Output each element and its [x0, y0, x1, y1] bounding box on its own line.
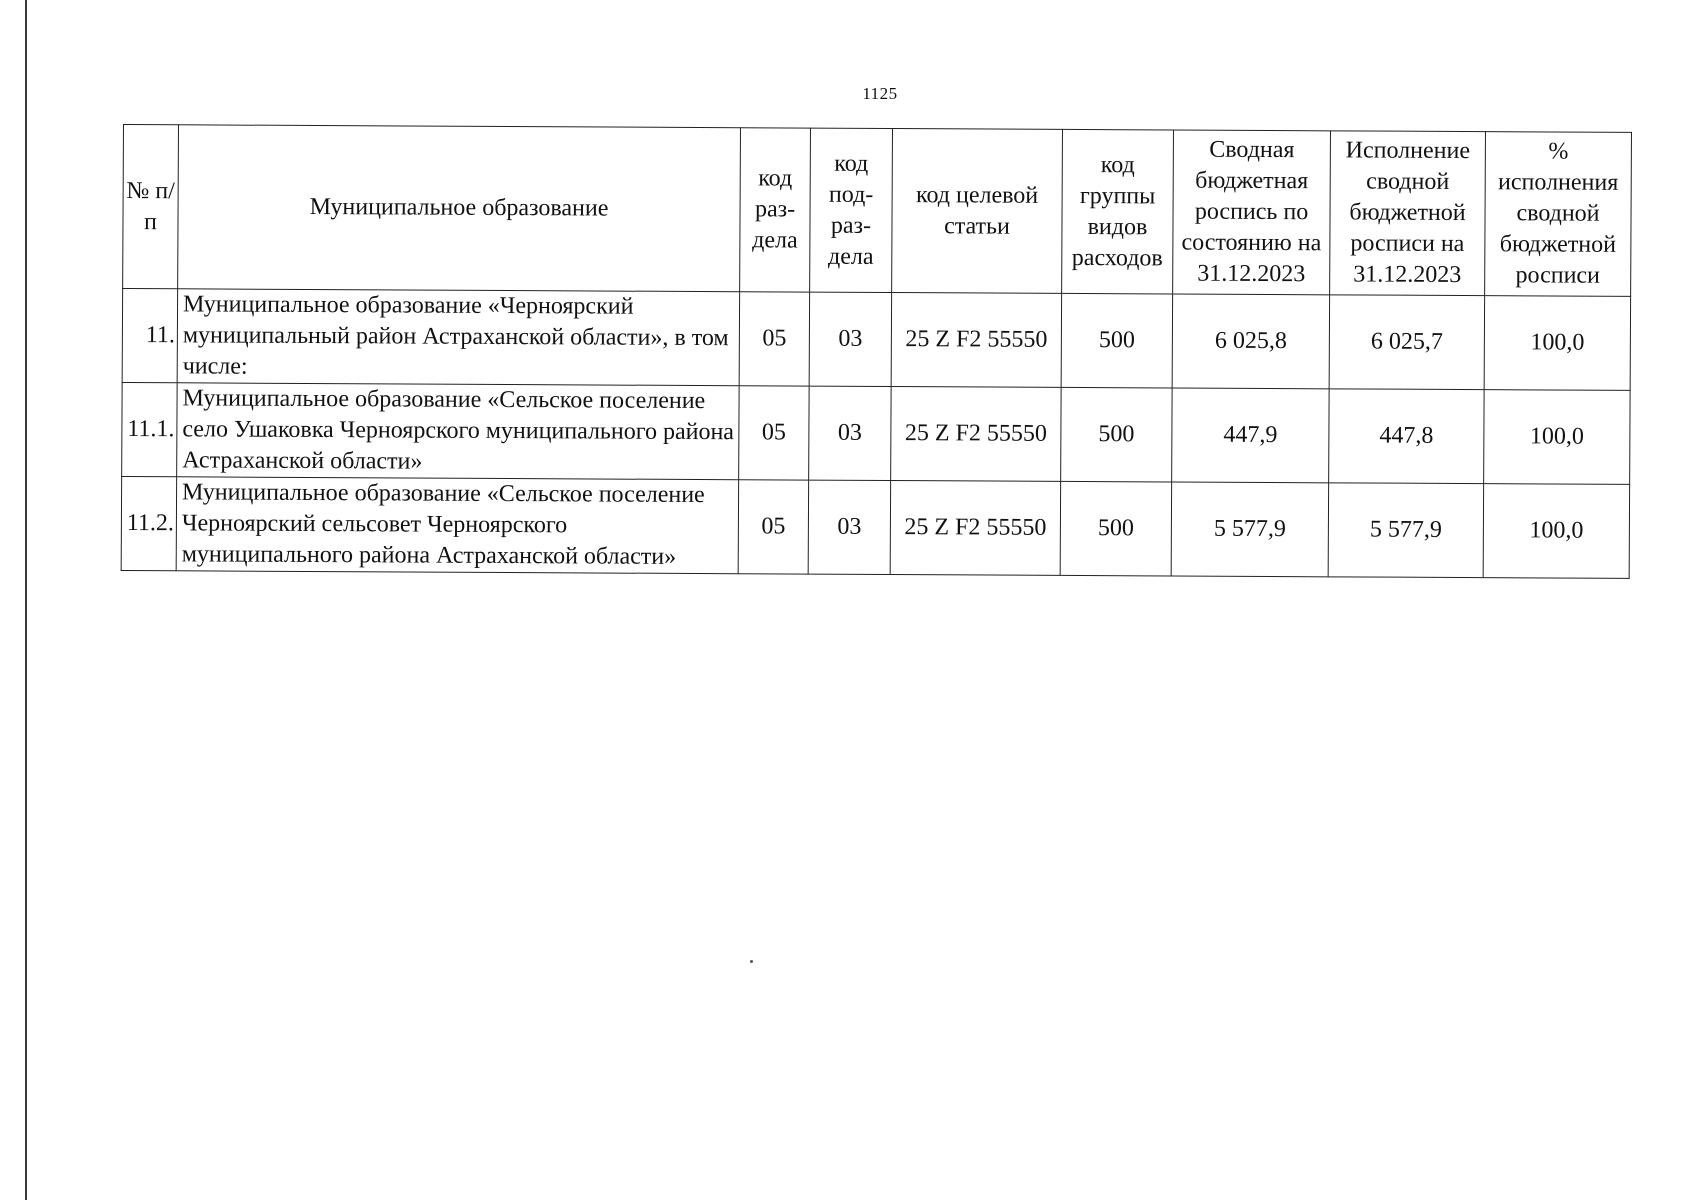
row-target-code: 25 Z F2 55550 [891, 387, 1061, 482]
header-subsection-code: код под-раз-дела [810, 128, 893, 292]
row-number: 11. [122, 289, 177, 383]
row-subsection-code: 03 [808, 480, 890, 574]
row-execution: 447,8 [1329, 389, 1484, 484]
row-target-code: 25 Z F2 55550 [891, 293, 1061, 388]
header-planned-budget: Сводная бюджетная роспись по состоянию на 31.12.2023 [1173, 130, 1331, 295]
table-header-row [123, 125, 1632, 297]
row-number: 11.1. [122, 382, 177, 476]
row-expense-group-code: 500 [1060, 481, 1171, 576]
row-target-code: 25 Z F2 55550 [890, 481, 1060, 576]
row-execution-percent: 100,0 [1484, 390, 1630, 485]
row-expense-group-code: 500 [1061, 293, 1172, 388]
row-section-code: 05 [738, 480, 808, 574]
header-target-code: код целевой статьи [892, 129, 1063, 294]
header-expense-group-code: код группы видов расходов [1062, 129, 1174, 294]
header-municipality: Муниципальное образование [178, 125, 741, 292]
row-number: 11.2. [121, 476, 176, 570]
row-execution-percent: 100,0 [1483, 484, 1629, 579]
row-municipality: Муниципальное образование «Черноярский муниципальный район Астраханской области», в том числе: [177, 289, 739, 386]
row-subsection-code: 03 [809, 292, 891, 386]
budget-execution-table [121, 124, 1632, 579]
row-planned-budget: 6 025,8 [1172, 294, 1329, 389]
page-number: 1125 [862, 84, 898, 103]
scan-speck [750, 960, 753, 963]
row-section-code: 05 [739, 386, 809, 480]
row-subsection-code: 03 [809, 386, 891, 480]
header-execution: Исполнение сводной бюджетной росписи на 31.12.2023 [1330, 131, 1486, 296]
table-row [122, 382, 1630, 484]
row-municipality: Муниципальное образование «Сельское поселение Черноярский сельсовет Черноярского муниципального района Астраханской области» [176, 477, 738, 574]
scan-edge-line [25, 0, 27, 1200]
row-section-code: 05 [739, 292, 809, 386]
row-municipality: Муниципальное образование «Сельское поселение село Ушаковка Черноярского муниципального района Астраханской области» [177, 383, 739, 480]
header-execution-percent: % исполнения сводной бюджетной росписи [1485, 132, 1632, 297]
row-expense-group-code: 500 [1061, 387, 1172, 482]
row-execution: 6 025,7 [1329, 295, 1484, 390]
row-planned-budget: 447,9 [1172, 388, 1329, 483]
row-planned-budget: 5 577,9 [1171, 482, 1328, 577]
table-row [121, 476, 1629, 578]
row-execution-percent: 100,0 [1484, 296, 1630, 391]
header-section-code: код раз-дела [740, 128, 811, 292]
header-number: № п/п [123, 125, 179, 289]
table-row [122, 289, 1630, 391]
row-execution: 5 577,9 [1328, 483, 1483, 578]
